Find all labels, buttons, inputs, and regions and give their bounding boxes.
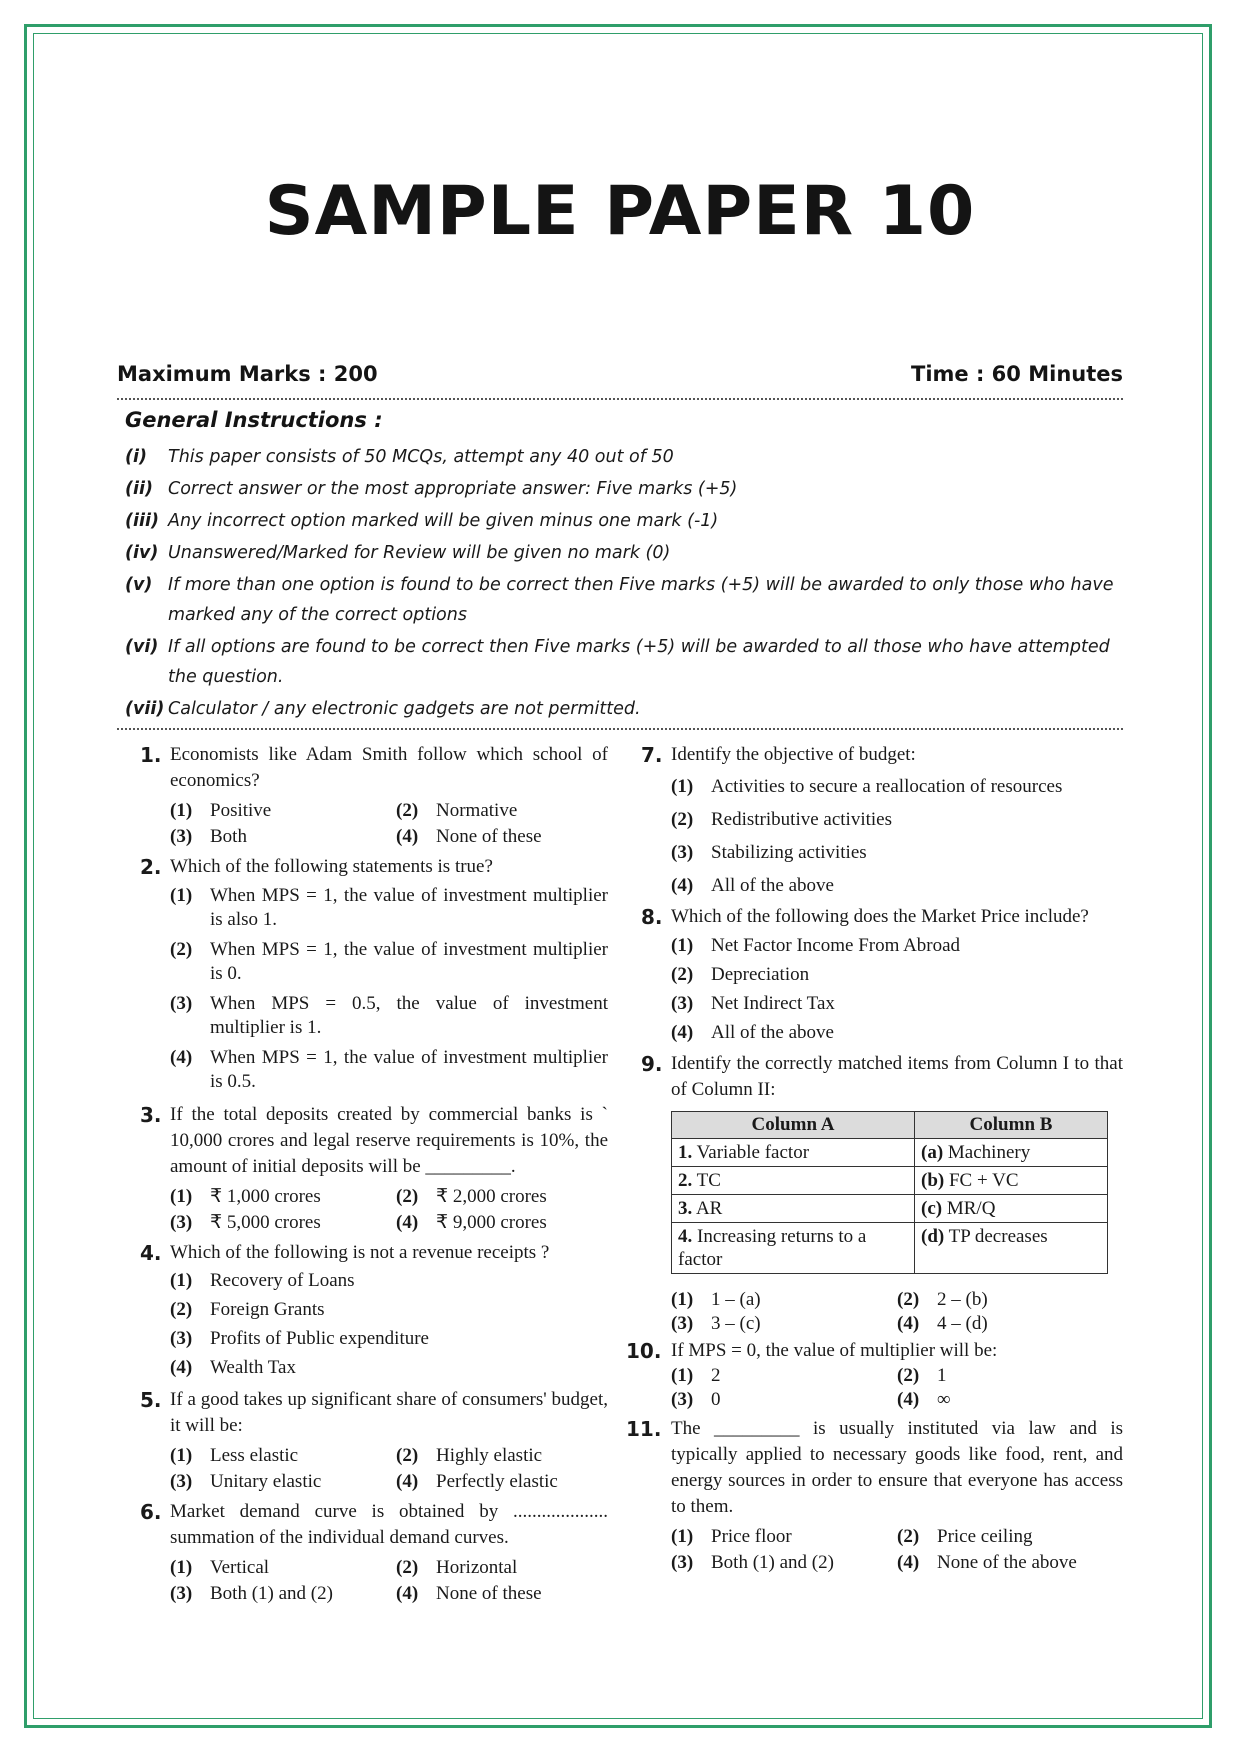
question-number: 8. [641,905,663,929]
instructions-heading: General Instructions : [125,408,383,432]
option [396,1184,608,1210]
question-text: Economists like Adam Smith follow which school of economics? [170,744,608,791]
option-number: (3) [671,1552,694,1573]
option-text: All of the above [711,875,834,896]
option-text: Net Factor Income From Abroad [711,935,961,956]
option-number: (2) [396,1186,419,1207]
option-number: (4) [897,1389,920,1410]
option-text: Activities to secure a reallocation of resources [711,776,1063,797]
table-cell [672,1167,915,1195]
option-number: (1) [170,1445,193,1466]
option [671,1020,1123,1046]
instruction-num: (v) [125,575,153,595]
option-text: Horizontal [436,1557,518,1578]
cell-text: Increasing returns to a factor [678,1226,867,1270]
table-cell [915,1139,1108,1167]
table-cell [672,1223,915,1274]
option-text: When MPS = 0.5, the value of investment multiplier is 1. [210,993,608,1038]
cell-number: 4. [678,1226,693,1247]
option-text: 1 – (a) [711,1289,761,1310]
divider-bottom [117,728,1123,730]
option [396,824,608,850]
max-marks: Maximum Marks : 200 [117,362,378,386]
instruction-item [125,632,1115,692]
option [396,1469,608,1495]
cell-text: Variable factor [696,1142,810,1163]
instruction-text: If all options are found to be correct then Five marks (+5) will be awarded to all those who have attempted the question. [168,637,1110,687]
option-number: (2) [170,939,193,960]
option [671,933,1123,959]
question-4 [142,1240,608,1381]
instruction-num: (iii) [125,511,159,531]
option-text: Profits of Public expenditure [210,1328,429,1349]
instruction-text: Any incorrect option marked will be given minus one mark (-1) [168,511,719,531]
option-number: (4) [671,875,694,896]
question-number: 2. [140,855,162,879]
option-text: ₹ 1,000 crores [210,1186,321,1207]
cell-number: (d) [921,1226,945,1247]
table-row [672,1223,1108,1274]
option [170,1581,396,1607]
question-text: If the total deposits created by commercial banks is ` 10,000 crores and legal reserve requirements is 10%, the amount of initial deposits will be _________. [170,1104,608,1177]
option [396,1210,608,1236]
option-number: (1) [170,885,193,906]
cell-number: (a) [921,1142,944,1163]
option [671,1288,897,1312]
option-number: (1) [671,776,694,797]
question-number: 1. [140,743,162,767]
option [396,1443,608,1469]
option-number: (3) [671,1313,694,1334]
option [671,1312,897,1336]
option-text: 4 – (d) [937,1313,988,1334]
option [170,1355,608,1381]
question-text: Which of the following does the Market Price include? [671,906,1089,927]
instruction-item [125,506,1115,536]
table-row [672,1167,1108,1195]
option-number: (2) [671,809,694,830]
option-text: Both [210,826,247,847]
option-number: (1) [671,935,694,956]
option [170,1297,608,1323]
table-cell [915,1195,1108,1223]
question-text: Which of the following is not a revenue receipts ? [170,1242,550,1263]
instruction-item [125,570,1115,630]
option-number: (4) [396,1583,419,1604]
option [170,1210,396,1236]
instruction-text: Unanswered/Marked for Review will be given no mark (0) [168,543,671,563]
table-cell [672,1139,915,1167]
table-cell [915,1167,1108,1195]
match-table-header: Column B [915,1112,1108,1139]
option [170,1268,608,1294]
option-number: (2) [671,964,694,985]
match-table [671,1111,1108,1274]
option-number: (1) [671,1526,694,1547]
option-number: (4) [170,1047,193,1068]
option-text: When MPS = 1, the value of investment multiplier is also 1. [210,885,608,930]
cell-number: (b) [921,1170,945,1191]
option [170,992,608,1040]
match-table-header: Column A [672,1112,915,1139]
option-text: Both (1) and (2) [711,1552,834,1573]
option [897,1364,1123,1388]
option-text: ₹ 5,000 crores [210,1212,321,1233]
question-5 [142,1387,608,1495]
option [897,1524,1123,1550]
option [170,938,608,986]
instruction-num: (i) [125,447,147,467]
option [170,1326,608,1352]
question-number: 5. [140,1388,162,1412]
option-number: (4) [897,1552,920,1573]
option-text: Wealth Tax [210,1357,296,1378]
option [897,1312,1123,1336]
option [671,1550,897,1576]
option-number: (3) [170,1583,193,1604]
cell-text: TC [696,1170,721,1191]
option [170,798,396,824]
question-1 [142,742,608,850]
option [671,840,1123,866]
option [671,807,1123,833]
option [671,1388,897,1412]
divider-top [117,398,1123,400]
option-number: (2) [897,1365,920,1386]
question-6 [142,1499,608,1607]
option-number: (4) [170,1357,193,1378]
question-number: 10. [626,1339,662,1363]
cell-text: AR [695,1198,723,1219]
cell-number: (c) [921,1198,943,1219]
option-number: (4) [671,1022,694,1043]
option-text: ₹ 9,000 crores [436,1212,547,1233]
question-text: Identify the objective of budget: [671,744,916,765]
option-text: Highly elastic [436,1445,543,1466]
option [671,991,1123,1017]
option [671,1524,897,1550]
cell-number: 1. [678,1142,693,1163]
option-text: Redistributive activities [711,809,892,830]
option-text: None of these [436,826,542,847]
option-number: (3) [671,993,694,1014]
option-number: (3) [170,1328,193,1349]
question-text: Identify the correctly matched items from Column I to that of Column II: [671,1053,1123,1100]
cell-number: 3. [678,1198,693,1219]
question-number: 7. [641,743,663,767]
instruction-text: This paper consists of 50 MCQs, attempt any 40 out of 50 [168,447,674,467]
option-number: (4) [396,1471,419,1492]
option-text: Positive [210,800,272,821]
option-number: (3) [671,1389,694,1410]
cell-number: 2. [678,1170,693,1191]
question-9 [643,1051,1123,1336]
option-number: (4) [396,826,419,847]
option [396,1581,608,1607]
option [170,1184,396,1210]
option-text: ∞ [937,1389,951,1410]
question-8 [643,904,1123,1046]
option-text: Price floor [711,1526,792,1547]
option [671,873,1123,899]
option-number: (1) [671,1365,694,1386]
option [170,1443,396,1469]
instruction-num: (vi) [125,637,159,657]
option-text: Vertical [210,1557,270,1578]
instruction-text: Calculator / any electronic gadgets are not permitted. [168,699,641,719]
option-number: (3) [170,1212,193,1233]
option-text: None of the above [937,1552,1077,1573]
instruction-item [125,442,1115,472]
option-text: 2 – (b) [937,1289,988,1310]
cell-text: TP decreases [948,1226,1048,1247]
option-number: (2) [396,1557,419,1578]
question-text: If a good takes up significant share of consumers' budget, it will be: [170,1389,608,1436]
table-row [672,1139,1108,1167]
question-number: 4. [140,1241,162,1265]
option [170,1046,608,1094]
instruction-num: (vii) [125,699,165,719]
option-text: 0 [711,1389,721,1410]
instruction-item [125,474,1115,504]
option-number: (3) [671,842,694,863]
question-text: The _________ is usually instituted via law and is typically applied to necessary goods like food, rent, and energy sources in order to ensure that everyone has access to them. [671,1418,1123,1517]
option-number: (2) [897,1526,920,1547]
question-number: 3. [140,1103,162,1127]
option-text: Price ceiling [937,1526,1033,1547]
option-text: Recovery of Loans [210,1270,355,1291]
option [170,824,396,850]
option-number: (2) [170,1299,193,1320]
option [897,1388,1123,1412]
option-number: (3) [170,826,193,847]
option-number: (1) [170,1557,193,1578]
question-text: Which of the following statements is true? [170,856,493,877]
option [396,1555,608,1581]
option [897,1550,1123,1576]
instruction-text: If more than one option is found to be correct then Five marks (+5) will be awarded to only those who have marked any of the correct options [168,575,1114,625]
option [170,884,608,932]
question-number: 6. [140,1500,162,1524]
option-text: Foreign Grants [210,1299,325,1320]
option [671,774,1123,800]
option-text: Less elastic [210,1445,299,1466]
question-number: 11. [626,1417,662,1441]
questions-left-column [142,742,608,1607]
option [170,1469,396,1495]
questions-right-column [626,742,1123,1576]
option-number: (1) [170,1186,193,1207]
question-7 [643,742,1123,899]
instruction-item [125,538,1115,568]
option-text: Both (1) and (2) [210,1583,333,1604]
table-cell [672,1195,915,1223]
instruction-num: (iv) [125,543,159,563]
option-text: None of these [436,1583,542,1604]
option-number: (4) [396,1212,419,1233]
instruction-text: Correct answer or the most appropriate answer: Five marks (+5) [168,479,738,499]
paper-meta [117,362,1123,386]
paper-title: SAMPLE PAPER 10 [264,172,976,251]
question-10 [626,1338,1123,1412]
option-number: (1) [170,1270,193,1291]
option [897,1288,1123,1312]
cell-text: Machinery [947,1142,1031,1163]
option-text: 1 [937,1365,947,1386]
option-number: (1) [170,800,193,821]
question-text: Market demand curve is obtained by .................... summation of the individual demand curves. [170,1501,608,1548]
question-text: If MPS = 0, the value of multiplier will be: [671,1340,998,1361]
option-number: (4) [897,1313,920,1334]
option-text: 2 [711,1365,721,1386]
option [671,962,1123,988]
instructions-list [125,442,1115,726]
table-row [672,1195,1108,1223]
option-text: Stabilizing activities [711,842,867,863]
option-text: When MPS = 1, the value of investment multiplier is 0. [210,939,608,984]
time-limit: Time : 60 Minutes [911,362,1123,386]
option-text: Depreciation [711,964,810,985]
question-3 [142,1102,608,1236]
option-text: Net Indirect Tax [711,993,835,1014]
cell-text: FC + VC [948,1170,1019,1191]
option-text: 3 – (c) [711,1313,761,1334]
option-text: Normative [436,800,518,821]
question-number: 9. [641,1052,663,1076]
table-cell [915,1223,1108,1274]
instruction-item [125,694,1115,724]
option-text: Unitary elastic [210,1471,322,1492]
option-text: ₹ 2,000 crores [436,1186,547,1207]
option [671,1364,897,1388]
option-text: Perfectly elastic [436,1471,558,1492]
instruction-num: (ii) [125,479,153,499]
question-2 [142,854,608,1094]
option [396,798,608,824]
option-number: (2) [396,1445,419,1466]
option-number: (2) [897,1289,920,1310]
option-text: When MPS = 1, the value of investment multiplier is 0.5. [210,1047,608,1092]
option-number: (3) [170,1471,193,1492]
option-number: (1) [671,1289,694,1310]
option-text: All of the above [711,1022,834,1043]
option [170,1555,396,1581]
question-11 [626,1416,1123,1576]
option-number: (2) [396,800,419,821]
option-number: (3) [170,993,193,1014]
cell-text: MR/Q [946,1198,996,1219]
